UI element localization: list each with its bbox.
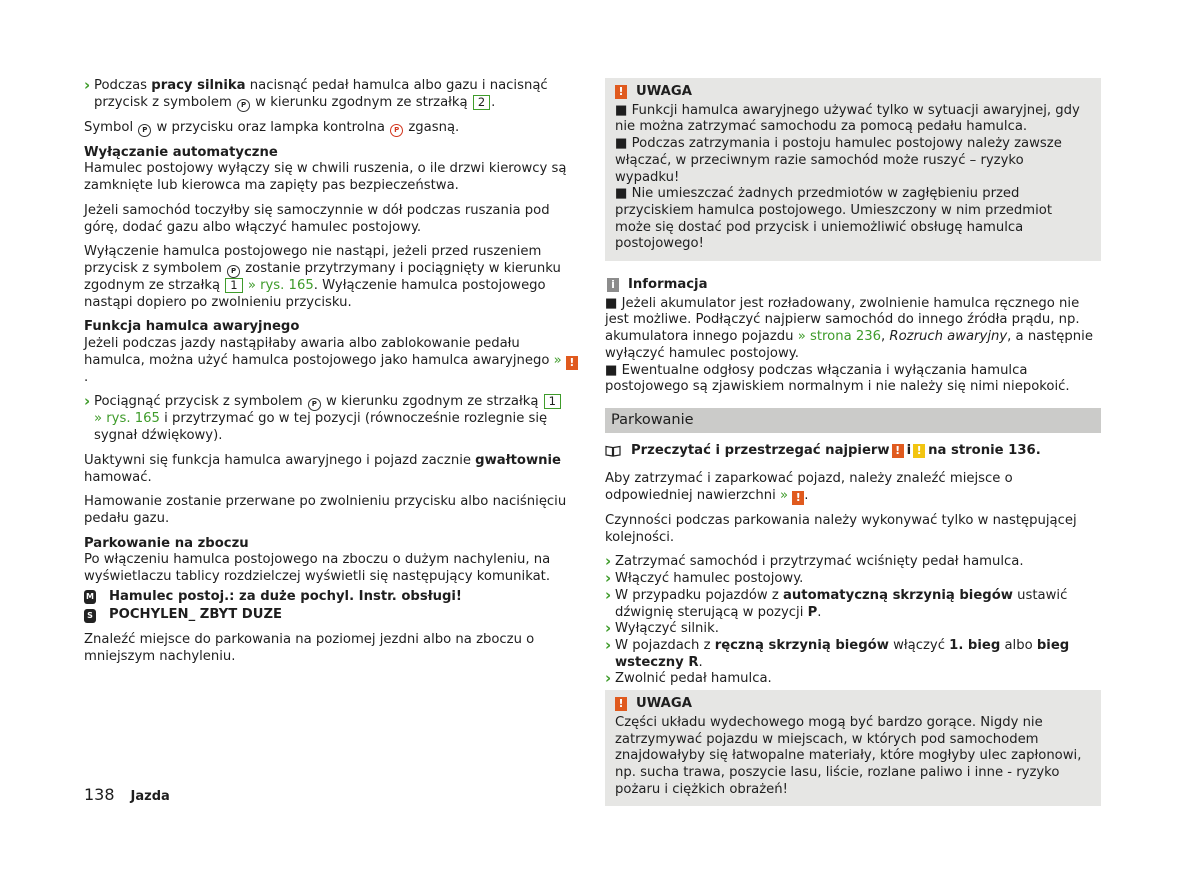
figure-reference-link[interactable]: » rys. 165 <box>243 277 314 293</box>
parking-step: › Wyłączyć silnik. <box>605 621 1101 638</box>
parking-step: › Zwolnić pedał hamulca. <box>605 671 1101 688</box>
brake-button-icon: P <box>237 99 250 112</box>
paragraph: Czynności podczas parkowania należy wykonywać tylko w następującej kolejności. <box>605 513 1077 545</box>
paragraph: Symbol P w przycisku oraz lampka kontrolna P zgasną. <box>84 119 460 135</box>
paragraph: Jeżeli podczas jazdy nastąpiłaby awaria albo zablokowanie pedału hamulca, można użyć hamulca postojowego jako hamulca awaryjnego » !. <box>84 336 580 386</box>
figure-callout: 2 <box>473 95 490 110</box>
paragraph: Po włączeniu hamulca postojowego na zboczu o dużym nachyleniu, na wyświetlaczu tablicy rozdzielczej wyświetli się następujący komunikat. <box>84 552 551 585</box>
maxidot-display-icon: M <box>84 590 96 604</box>
subheading-slope-parking: Parkowanie na zboczu <box>84 535 249 551</box>
display-message-maxidot: M Hamulec postoj.: za duże pochyl. Instr. obsługi! <box>84 589 580 606</box>
warning-icon: ! <box>615 697 627 711</box>
info-item: ■ Jeżeli akumulator jest rozładowany, zwolnienie hamulca ręcznego nie jest możliwe. Podłączyć najpierw samochód do innego źródła prądu, np. akumulatora innego pojazdu » strona 236, Rozruch awaryjny, a następnie wyłączyć hamulec postojowy. <box>605 295 1093 361</box>
figure-callout: 1 <box>544 394 561 409</box>
paragraph: Aby zatrzymać i zaparkować pojazd, należy znaleźć miejsce o odpowiedniej nawierzchni » ! . <box>605 471 1013 505</box>
info-box <box>605 271 1101 396</box>
warning-reference-link[interactable]: » <box>553 352 562 368</box>
subheading-auto-release: Wyłączanie automatyczne <box>84 144 278 160</box>
info-item: ■ Ewentualne odgłosy podczas włączania i wyłączania hamulca postojowego są zjawiskiem normalnym i nie należy się nimi niepokoić. <box>605 362 1070 395</box>
page-number: 138 <box>84 785 115 804</box>
info-title: Informacja <box>628 277 708 293</box>
warning-item: ■ Nie umieszczać żadnych przedmiotów w zagłębieniu przed przyciskiem hamulca postojowego. Umieszczony w nim przedmiot może się dostać pod przycisk i uniemożliwić obsługę hamulca postojowego! <box>615 186 1053 252</box>
segment-display-icon: S <box>84 609 96 623</box>
warning-item: ■ Podczas zatrzymania i postoju hamulec postojowy należy zawsze włączać, w przeciwnym razie samochód może ruszyć – ryzyko wypadku! <box>615 136 1062 185</box>
warning-box <box>605 690 1101 806</box>
paragraph: Znaleźć miejsce do parkowania na poziomej jezdni albo na zboczu o mniejszym nachyleniu. <box>84 632 535 664</box>
brake-button-icon: P <box>138 124 151 137</box>
warning-icon: ! <box>566 356 578 370</box>
warning-item: ■ Funkcji hamulca awaryjnego używać tylko w sytuacji awaryjnej, gdy nie można zatrzymać samochodu za pomocą pedału hamulca. <box>615 102 1080 135</box>
warning-lamp-icon: P <box>390 124 403 137</box>
brake-button-icon: P <box>308 398 321 411</box>
parking-step: › Zatrzymać samochód i przytrzymać wciśnięty pedał hamulca. <box>605 554 1101 571</box>
page-footer <box>84 787 170 806</box>
subheading-emergency-brake: Funkcja hamulca awaryjnego <box>84 319 300 335</box>
warning-title: UWAGA <box>636 696 692 712</box>
warning-icon: ! <box>892 444 904 458</box>
paragraph: Uaktywni się funkcja hamulca awaryjnego i pojazd zacznie gwałtownie hamować. <box>84 452 561 485</box>
chapter-name: Jazda <box>130 789 170 804</box>
warning-reference-link[interactable]: » <box>779 488 789 504</box>
info-icon: i <box>607 278 619 292</box>
page-reference-link[interactable]: » strona 236 <box>797 329 882 345</box>
display-message-segment: S POCHYLEN_ ZBYT DUZE <box>84 607 580 624</box>
parking-step: › Włączyć hamulec postojowy. <box>605 571 1101 588</box>
read-first-note: Przeczytać i przestrzegać najpierw ! i ! na stronie 136. <box>605 443 1101 460</box>
right-column <box>605 78 1101 816</box>
left-column <box>84 78 580 674</box>
figure-callout: 1 <box>225 278 242 293</box>
paragraph: Jeżeli samochód toczyłby się samoczynnie w dół podczas ruszania pod górę, dodać gazu albo włączyć hamulec postojowy. <box>84 202 550 235</box>
warning-icon: ! <box>615 85 627 99</box>
parking-step: › W pojazdach z ręczną skrzynią biegów włączyć 1. bieg albo bieg wsteczny R. <box>605 638 1101 671</box>
brake-button-icon: P <box>227 265 240 278</box>
warning-title: UWAGA <box>636 84 692 99</box>
step-release-brake: › Podczas pracy silnika nacisnąć pedał hamulca albo gazu i nacisnąć przycisk z symbolem P w kierunku zgodnym ze strzałką 2 . <box>84 78 580 112</box>
warning-text: Części układu wydechowego mogą być bardzo gorące. Nigdy nie zatrzymywać pojazdu w miejscach, w których pod samochodem znajdowałyby się łatwopalne materiały, które mogłyby ulec zapłonowi, np. sucha trawa, poszycie lasu, liście, rozlane paliwo i inne - ryzyko pożaru i ciężkich obrażeń! <box>615 714 1082 797</box>
warning-icon: ! <box>792 491 804 505</box>
step-pull-button: › Pociągnąć przycisk z symbolem P w kierunku zgodnym ze strzałką 1 » rys. 165 i przytrzymać go w tej pozycji (równocześnie rozlegnie się sygnał dźwiękowy). <box>84 394 580 444</box>
parking-step: › W przypadku pojazdów z automatyczną skrzynią biegów ustawić dźwignię sterującą w pozycji P. <box>605 588 1101 621</box>
section-heading-parking: Parkowanie <box>605 408 1101 433</box>
warning-box <box>605 78 1101 261</box>
figure-reference-link[interactable]: » rys. 165 <box>94 411 160 427</box>
paragraph: Hamulec postojowy wyłączy się w chwili ruszenia, o ile drzwi kierowcy są zamknięte lub kierowca ma zapięty pas bezpieczeństwa. <box>84 161 567 194</box>
paragraph: Wyłączenie hamulca postojowego nie nastąpi, jeżeli przed ruszeniem przycisk z symbolem P zostanie przytrzymany i pociągnięty w kierunku zgodnym ze strzałką 1 » rys. 165. Wyłączenie hamulca postojowego nastąpi dopiero po zwolnieniu przycisku. <box>84 244 561 310</box>
note-icon: ! <box>913 444 925 458</box>
paragraph: Hamowanie zostanie przerwane po zwolnieniu przycisku albo naciśnięciu pedału gazu. <box>84 494 567 526</box>
book-icon <box>605 445 621 457</box>
